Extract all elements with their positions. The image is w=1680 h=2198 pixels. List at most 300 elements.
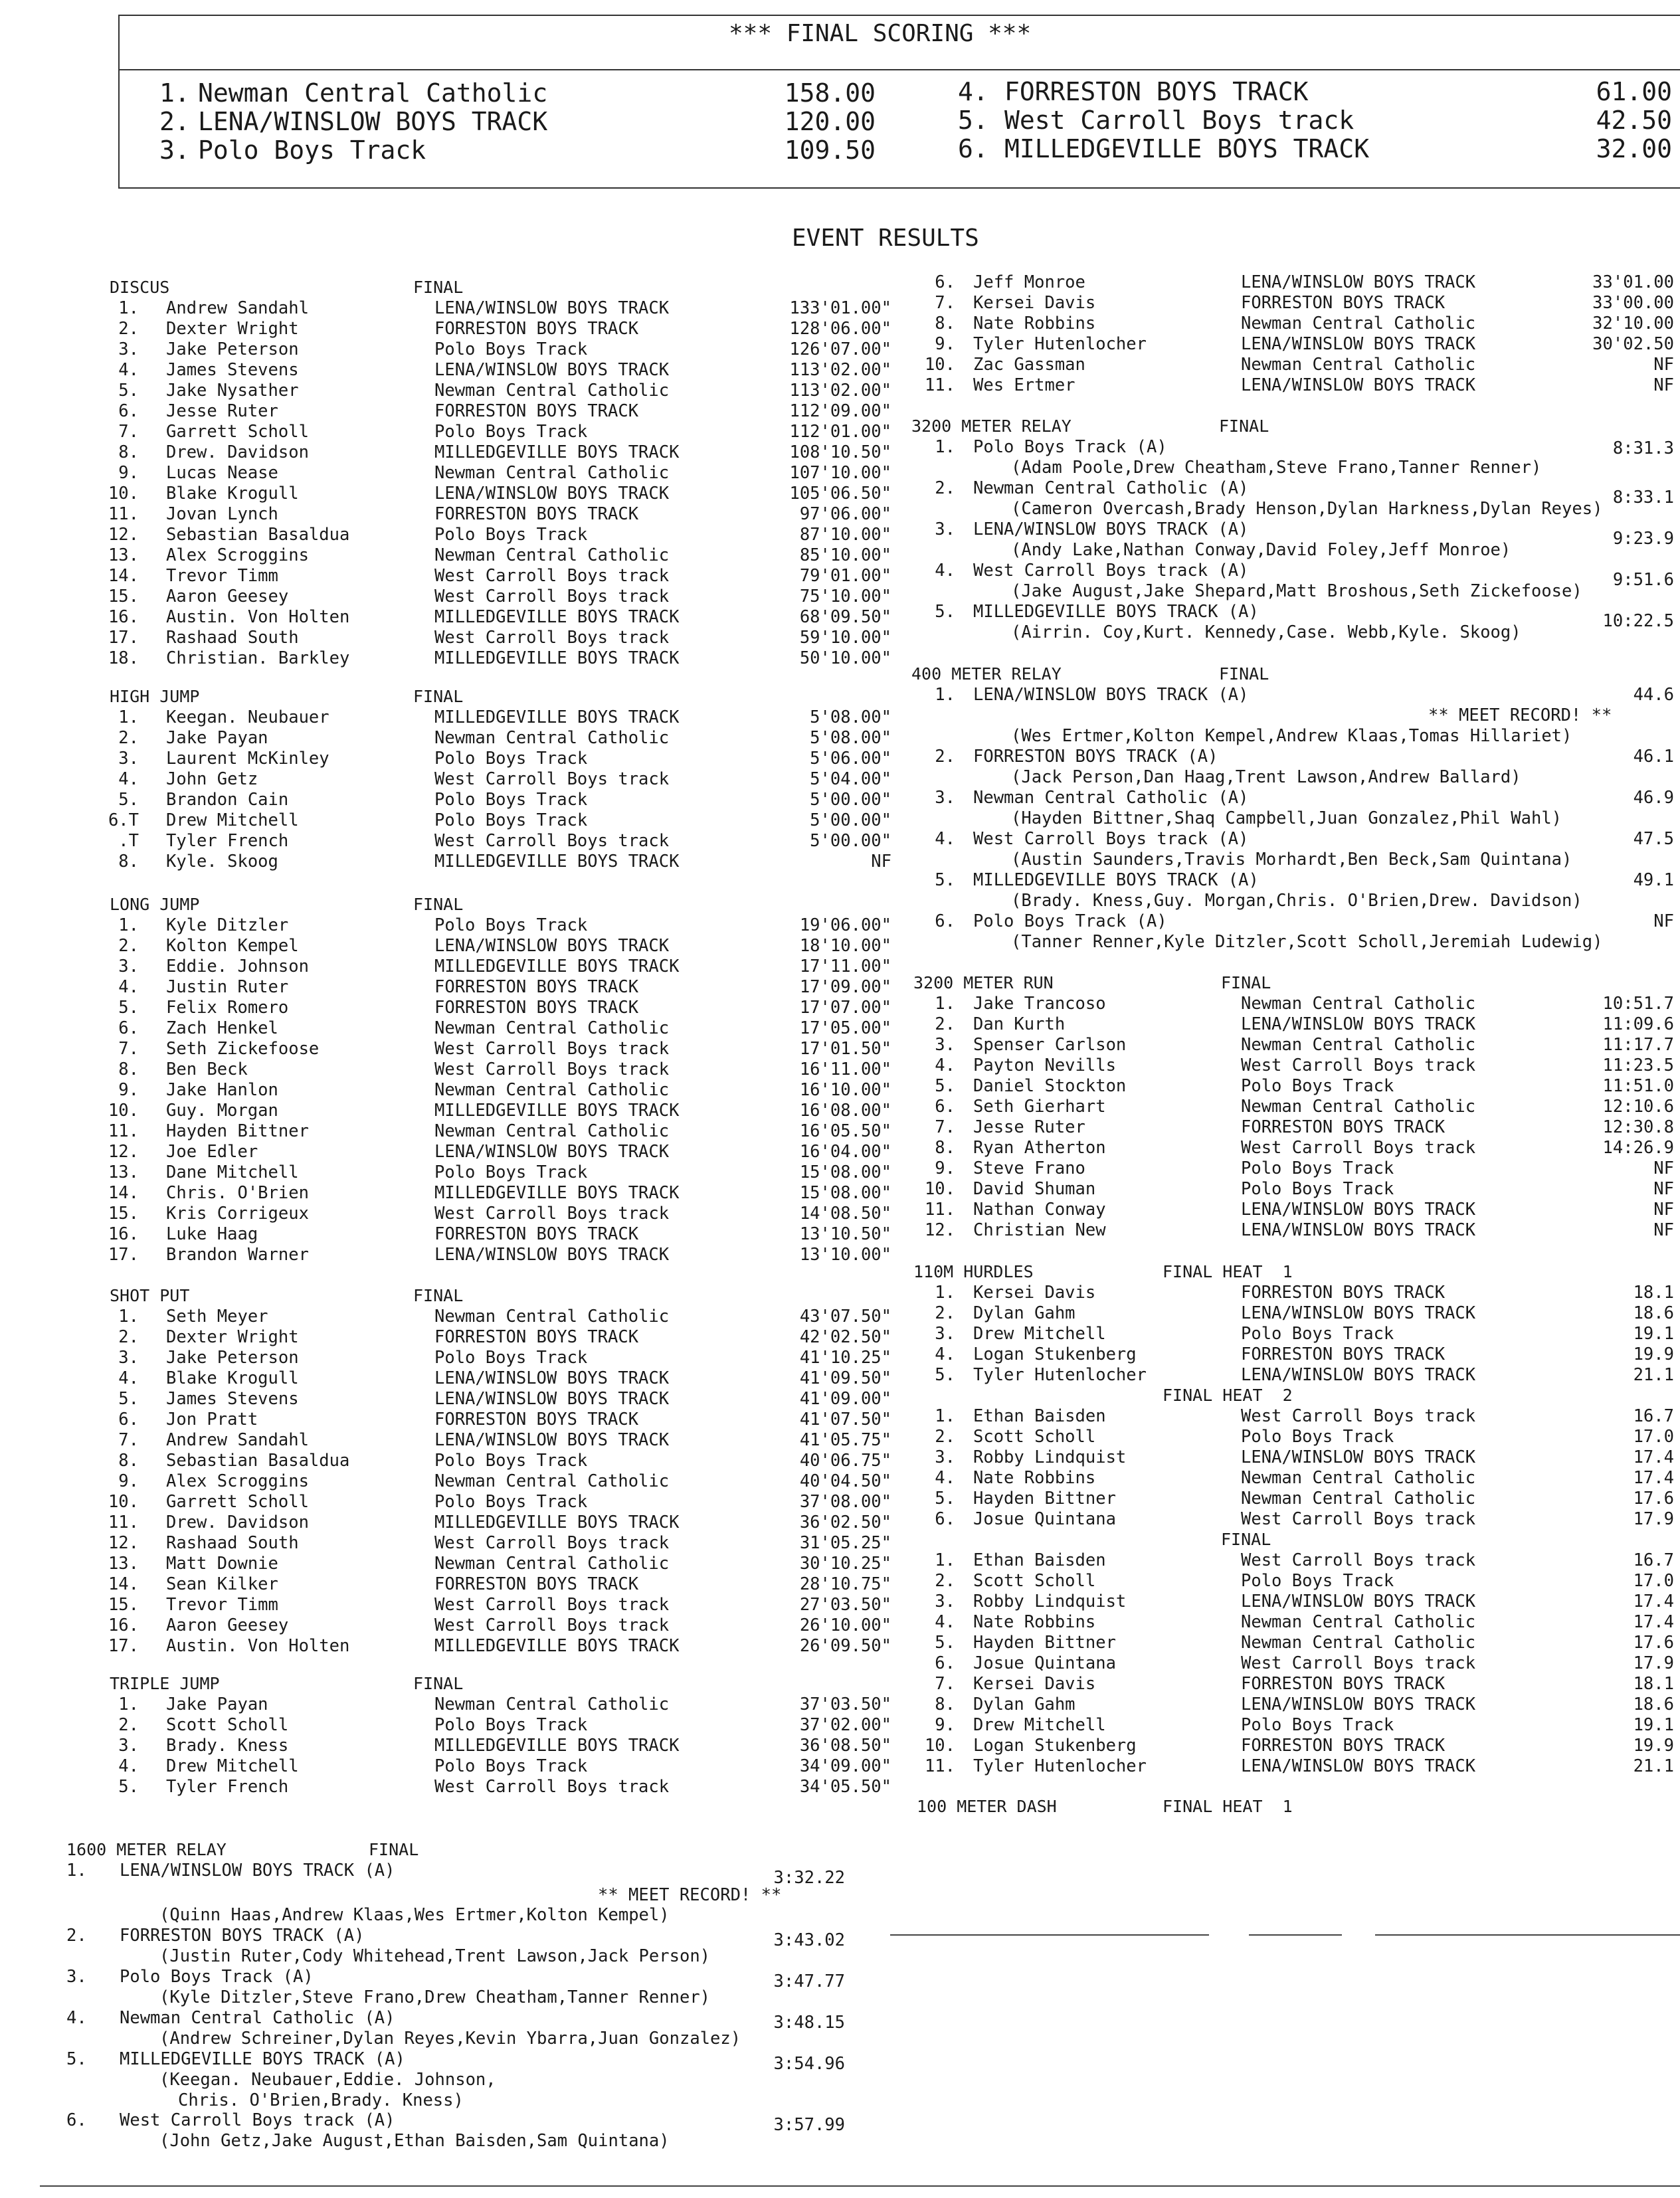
athlete-name: Luke Haag: [166, 1224, 258, 1244]
athlete-name: Eddie. Johnson: [166, 957, 309, 976]
team-name: FORRESTON BOYS TRACK: [434, 998, 639, 1018]
relay-place: 3.: [66, 1967, 87, 1987]
athlete-name: Jake Peterson: [166, 339, 299, 359]
result-place: 6.: [935, 1097, 955, 1117]
team-name: West Carroll Boys track: [434, 1059, 670, 1079]
team-name: Newman Central Catholic: [1241, 1633, 1476, 1653]
result-mark: 17.4: [1633, 1447, 1674, 1467]
team-name: LENA/WINSLOW BOYS TRACK: [434, 1430, 670, 1450]
team-name: LENA/WINSLOW BOYS TRACK: [1241, 375, 1476, 395]
athlete-name: Tyler Hutenlocher: [973, 1756, 1147, 1776]
team-name: Polo Boys Track: [434, 1451, 588, 1471]
team-name: Polo Boys Track: [434, 810, 588, 830]
score-place: 2.: [159, 107, 190, 136]
result-mark: 17.4: [1633, 1468, 1674, 1488]
event-round: FINAL: [1221, 973, 1271, 992]
athlete-name: Drew. Davidson: [166, 442, 309, 462]
team-name: FORRESTON BOYS TRACK: [434, 1574, 639, 1594]
result-place: 5.: [935, 1489, 955, 1509]
result-place: 7.: [935, 1117, 955, 1137]
athlete-name: Josue Quintana: [973, 1509, 1116, 1529]
relay-team: LENA/WINSLOW BOYS TRACK (A): [973, 519, 1249, 539]
result-mark: 16'05.50": [799, 1121, 891, 1141]
team-name: Newman Central Catholic: [434, 1018, 670, 1038]
result-mark: 34'05.50": [799, 1777, 891, 1797]
score-place: 4.: [958, 77, 988, 106]
team-name: West Carroll Boys track: [434, 1533, 670, 1553]
relay-team: Newman Central Catholic (A): [120, 2008, 395, 2028]
score-points: 32.00: [1596, 134, 1672, 163]
score-points: 61.00: [1596, 77, 1672, 106]
result-place: 3.: [118, 339, 139, 359]
athlete-name: Tyler French: [166, 831, 289, 851]
result-mark: 40'04.50": [799, 1471, 891, 1491]
relay-members: (Andrew Schreiner,Dylan Reyes,Kevin Ybarra,Juan Gonzalez): [159, 2029, 741, 2049]
athlete-name: Christian New: [973, 1220, 1106, 1240]
result-mark: 33'01.00: [1592, 272, 1674, 292]
result-mark: 50'10.00": [799, 648, 891, 668]
team-name: West Carroll Boys track: [434, 831, 670, 851]
team-name: FORRESTON BOYS TRACK: [434, 1410, 639, 1429]
team-name: MILLEDGEVILLE BOYS TRACK: [434, 852, 680, 871]
athlete-name: Matt Downie: [166, 1554, 278, 1574]
relay-place: 5.: [66, 2049, 87, 2069]
event-round: FINAL: [413, 1674, 464, 1693]
relay-place: 5.: [935, 870, 955, 890]
team-name: Newman Central Catholic: [1241, 355, 1476, 375]
relay-time: 3:57.99: [773, 2115, 845, 2135]
score-place: 1.: [159, 78, 190, 108]
result-place: 8.: [118, 852, 139, 871]
athlete-name: Logan Stukenberg: [973, 1344, 1137, 1364]
team-name: LENA/WINSLOW BOYS TRACK: [1241, 1592, 1476, 1611]
result-place: 10.: [924, 1736, 955, 1756]
relay-members: (Jake August,Jake Shepard,Matt Broshous,Seth Zickefoose): [1011, 581, 1582, 601]
athlete-name: Blake Krogull: [166, 484, 299, 504]
relay-members: (Austin Saunders,Travis Morhardt,Ben Beck,Sam Quintana): [1011, 850, 1572, 870]
team-name: Polo Boys Track: [434, 1162, 588, 1182]
result-place: 4.: [118, 1756, 139, 1776]
relay-place: 5.: [935, 602, 955, 622]
athlete-name: Andrew Sandahl: [166, 298, 309, 318]
event-round: FINAL: [413, 1286, 464, 1305]
result-place: 4.: [118, 977, 139, 997]
result-place: 6.: [118, 1018, 139, 1038]
result-place: 3.: [935, 1324, 955, 1344]
result-place: 7.: [118, 422, 139, 442]
result-mark: 19.1: [1633, 1324, 1674, 1344]
team-name: FORRESTON BOYS TRACK: [434, 1224, 639, 1244]
relay-members: (Cameron Overcash,Brady Henson,Dylan Harkness,Dylan Reyes): [1011, 499, 1603, 519]
event-name: SHOT PUT: [110, 1286, 190, 1305]
result-mark: 28'10.75": [799, 1574, 891, 1594]
team-name: MILLEDGEVILLE BOYS TRACK: [434, 1101, 680, 1121]
result-place: 1.: [935, 1406, 955, 1426]
team-name: LENA/WINSLOW BOYS TRACK: [434, 298, 670, 318]
result-mark: 27'03.50": [799, 1595, 891, 1615]
result-place: 1.: [118, 707, 139, 727]
score-team: LENA/WINSLOW BOYS TRACK: [198, 107, 548, 136]
result-place: 5.: [935, 1365, 955, 1385]
relay-time: 44.6: [1633, 685, 1674, 705]
result-place: 8.: [118, 1451, 139, 1471]
result-mark: 41'10.25": [799, 1348, 891, 1368]
result-mark: 37'03.50": [799, 1694, 891, 1714]
athlete-name: Drew Mitchell: [973, 1715, 1106, 1735]
result-place: 2.: [118, 319, 139, 339]
result-place: 16.: [108, 1615, 139, 1635]
result-place: 3.: [935, 1447, 955, 1467]
athlete-name: Kyle. Skoog: [166, 852, 278, 871]
event-name: 3200 METER RELAY: [911, 416, 1072, 436]
relay-members: (Brady. Kness,Guy. Morgan,Chris. O'Brien,Drew. Davidson): [1011, 891, 1582, 911]
meet-record-note: ** MEET RECORD! **: [598, 1885, 782, 1905]
relay-team: Polo Boys Track (A): [973, 911, 1167, 931]
result-place: 11.: [924, 1200, 955, 1220]
athlete-name: Seth Zickefoose: [166, 1039, 320, 1059]
team-name: MILLEDGEVILLE BOYS TRACK: [434, 1183, 680, 1203]
result-mark: 16'08.00": [799, 1101, 891, 1121]
athlete-name: Jesse Ruter: [973, 1117, 1085, 1137]
team-name: Polo Boys Track: [1241, 1076, 1394, 1096]
relay-place: 3.: [935, 519, 955, 539]
relay-members: (Keegan. Neubauer,Eddie. Johnson,: [159, 2070, 496, 2090]
team-name: FORRESTON BOYS TRACK: [1241, 293, 1446, 313]
team-name: West Carroll Boys track: [434, 587, 670, 606]
athlete-name: Jovan Lynch: [166, 504, 278, 524]
result-mark: 108'10.50": [789, 442, 891, 462]
result-place: 8.: [935, 1138, 955, 1158]
result-mark: 133'01.00": [789, 298, 891, 318]
relay-time: 3:32.22: [773, 1868, 845, 1888]
result-mark: 43'07.50": [799, 1307, 891, 1327]
result-mark: 19.1: [1633, 1715, 1674, 1735]
relay-team: MILLEDGEVILLE BOYS TRACK (A): [120, 2049, 405, 2069]
athlete-name: Hayden Bittner: [166, 1121, 309, 1141]
event-round: FINAL: [1219, 416, 1269, 436]
heat-label: FINAL HEAT 1: [1163, 1262, 1293, 1281]
result-place: 5.: [118, 381, 139, 401]
result-mark: NF: [1653, 1158, 1674, 1178]
team-name: Polo Boys Track: [434, 1756, 588, 1776]
team-name: Newman Central Catholic: [434, 1554, 670, 1574]
result-place: 11.: [924, 1756, 955, 1776]
athlete-name: Steve Frano: [973, 1158, 1085, 1178]
athlete-name: Ethan Baisden: [973, 1550, 1106, 1570]
result-place: 1.: [118, 1307, 139, 1327]
relay-members: (Tanner Renner,Kyle Ditzler,Scott Scholl,Jeremiah Ludewig): [1011, 932, 1603, 952]
athlete-name: Spenser Carlson: [973, 1035, 1127, 1055]
team-name: Newman Central Catholic: [434, 1471, 670, 1491]
relay-team: Newman Central Catholic (A): [973, 788, 1249, 808]
result-mark: 13'10.50": [799, 1224, 891, 1244]
team-name: West Carroll Boys track: [1241, 1138, 1476, 1158]
relay-members: (Kyle Ditzler,Steve Frano,Drew Cheatham,Tanner Renner): [159, 1987, 711, 2007]
team-name: MILLEDGEVILLE BOYS TRACK: [434, 648, 680, 668]
result-mark: 14'08.50": [799, 1204, 891, 1224]
result-mark: 19.9: [1633, 1736, 1674, 1756]
team-name: MILLEDGEVILLE BOYS TRACK: [434, 1636, 680, 1656]
result-mark: 75'10.00": [799, 587, 891, 606]
athlete-name: Brandon Warner: [166, 1245, 309, 1265]
result-place: 10.: [924, 1179, 955, 1199]
team-name: FORRESTON BOYS TRACK: [434, 504, 639, 524]
athlete-name: Drew. Davidson: [166, 1512, 309, 1532]
relay-time: 9:51.6: [1612, 570, 1674, 590]
athlete-name: Robby Lindquist: [973, 1592, 1127, 1611]
relay-time: 3:54.96: [773, 2054, 845, 2074]
heat-label: FINAL HEAT 1: [1163, 1797, 1293, 1816]
result-place: 4.: [118, 360, 139, 380]
result-mark: 26'10.00": [799, 1615, 891, 1635]
athlete-name: Keegan. Neubauer: [166, 707, 329, 727]
athlete-name: Brady. Kness: [166, 1736, 289, 1756]
result-mark: 42'02.50": [799, 1327, 891, 1347]
result-place: 12.: [924, 1220, 955, 1240]
team-name: LENA/WINSLOW BOYS TRACK: [434, 1389, 670, 1409]
athlete-name: Dane Mitchell: [166, 1162, 299, 1182]
result-place: 18.: [108, 648, 139, 668]
athlete-name: Aaron Geesey: [166, 1615, 289, 1635]
result-mark: 85'10.00": [799, 545, 891, 565]
athlete-name: Drew Mitchell: [166, 810, 299, 830]
athlete-name: Josue Quintana: [973, 1653, 1116, 1673]
event-results-title: EVENT RESULTS: [792, 225, 979, 252]
result-mark: NF: [1653, 1200, 1674, 1220]
athlete-name: Zac Gassman: [973, 355, 1085, 375]
relay-members: (Andy Lake,Nathan Conway,David Foley,Jeff Monroe): [1011, 540, 1511, 560]
team-name: Newman Central Catholic: [434, 545, 670, 565]
result-place: 14.: [108, 1183, 139, 1203]
result-place: 3.: [118, 1348, 139, 1368]
result-mark: 17.0: [1633, 1571, 1674, 1591]
event-name: 3200 METER RUN: [913, 973, 1054, 992]
event-name: HIGH JUMP: [110, 687, 200, 706]
team-name: Polo Boys Track: [434, 422, 588, 442]
result-place: 16.: [108, 607, 139, 627]
relay-time: 3:43.02: [773, 1930, 845, 1950]
team-name: West Carroll Boys track: [434, 1204, 670, 1224]
athlete-name: Robby Lindquist: [973, 1447, 1127, 1467]
athlete-name: Scott Scholl: [166, 1715, 289, 1735]
result-place: 2.: [935, 1014, 955, 1034]
result-place: 8.: [935, 314, 955, 333]
result-place: 1.: [935, 994, 955, 1014]
result-mark: 113'02.00": [789, 360, 891, 380]
result-mark: 11:51.0: [1602, 1076, 1674, 1096]
team-name: LENA/WINSLOW BOYS TRACK: [434, 1368, 670, 1388]
relay-place: 1.: [66, 1861, 87, 1880]
team-name: Polo Boys Track: [434, 1492, 588, 1512]
athlete-name: Joe Edler: [166, 1142, 258, 1162]
athlete-name: Ben Beck: [166, 1059, 248, 1079]
result-place: 2.: [935, 1303, 955, 1323]
result-mark: 31'05.25": [799, 1533, 891, 1553]
athlete-name: Jon Pratt: [166, 1410, 258, 1429]
result-mark: 17.6: [1633, 1489, 1674, 1509]
athlete-name: Tyler Hutenlocher: [973, 334, 1147, 354]
team-name: LENA/WINSLOW BOYS TRACK: [434, 1245, 670, 1265]
relay-members: (Jack Person,Dan Haag,Trent Lawson,Andrew Ballard): [1011, 767, 1521, 787]
result-mark: 97'06.00": [799, 504, 891, 524]
athlete-name: Nate Robbins: [973, 1468, 1096, 1488]
result-place: .T: [118, 831, 139, 851]
result-mark: NF: [871, 852, 891, 871]
team-name: LENA/WINSLOW BOYS TRACK: [1241, 1694, 1476, 1714]
result-place: 5.: [118, 1389, 139, 1409]
result-mark: 32'10.00: [1592, 314, 1674, 333]
result-place: 2.: [935, 1571, 955, 1591]
athlete-name: Hayden Bittner: [973, 1633, 1116, 1653]
result-mark: 17.6: [1633, 1633, 1674, 1653]
relay-time: 3:48.15: [773, 2013, 845, 2033]
relay-members: (Airrin. Coy,Kurt. Kennedy,Case. Webb,Kyle. Skoog): [1011, 622, 1521, 642]
result-place: 15.: [108, 587, 139, 606]
score-team: Polo Boys Track: [198, 136, 426, 165]
team-name: Polo Boys Track: [434, 525, 588, 545]
team-name: MILLEDGEVILLE BOYS TRACK: [434, 957, 680, 976]
relay-time: 47.5: [1633, 829, 1674, 849]
bottom-rule-line: [40, 2185, 1680, 2187]
result-place: 3.: [118, 749, 139, 769]
relay-place: 1.: [935, 685, 955, 705]
team-name: Newman Central Catholic: [1241, 1097, 1476, 1117]
athlete-name: Scott Scholl: [973, 1427, 1096, 1447]
result-place: 13.: [108, 545, 139, 565]
result-mark: 19'06.00": [799, 915, 891, 935]
team-name: Polo Boys Track: [434, 915, 588, 935]
relay-team: MILLEDGEVILLE BOYS TRACK (A): [973, 870, 1259, 890]
result-place: 2.: [118, 1715, 139, 1735]
result-mark: NF: [1653, 375, 1674, 395]
team-name: Polo Boys Track: [1241, 1571, 1394, 1591]
athlete-name: David Shuman: [973, 1179, 1096, 1199]
athlete-name: Dan Kurth: [973, 1014, 1066, 1034]
team-name: Polo Boys Track: [1241, 1427, 1394, 1447]
result-place: 5.: [935, 1633, 955, 1653]
result-place: 5.: [118, 1777, 139, 1797]
relay-place: 2.: [935, 478, 955, 498]
athlete-name: Kyle Ditzler: [166, 915, 289, 935]
team-name: Polo Boys Track: [1241, 1158, 1394, 1178]
result-mark: 59'10.00": [799, 628, 891, 648]
team-name: Newman Central Catholic: [434, 1080, 670, 1100]
athlete-name: Tyler Hutenlocher: [973, 1365, 1147, 1385]
team-name: Polo Boys Track: [434, 339, 588, 359]
result-place: 15.: [108, 1595, 139, 1615]
athlete-name: Andrew Sandahl: [166, 1430, 309, 1450]
result-place: 12.: [108, 1142, 139, 1162]
relay-place: 6.: [935, 911, 955, 931]
result-mark: 128'06.00": [789, 319, 891, 339]
team-name: MILLEDGEVILLE BOYS TRACK: [434, 1512, 680, 1532]
score-points: 42.50: [1596, 106, 1672, 135]
result-place: 8.: [935, 1694, 955, 1714]
result-mark: 41'09.00": [799, 1389, 891, 1409]
athlete-name: Christian. Barkley: [166, 648, 350, 668]
athlete-name: Chris. O'Brien: [166, 1183, 309, 1203]
result-mark: 5'00.00": [810, 810, 891, 830]
result-mark: 21.1: [1633, 1365, 1674, 1385]
athlete-name: Seth Gierhart: [973, 1097, 1106, 1117]
athlete-name: Trevor Timm: [166, 566, 278, 586]
relay-team: Newman Central Catholic (A): [973, 478, 1249, 498]
relay-members: (Justin Ruter,Cody Whitehead,Trent Lawson,Jack Person): [159, 1946, 711, 1966]
result-mark: 16'11.00": [799, 1059, 891, 1079]
result-mark: 5'06.00": [810, 749, 891, 769]
result-place: 3.: [118, 957, 139, 976]
team-name: LENA/WINSLOW BOYS TRACK: [1241, 334, 1476, 354]
event-round: FINAL: [413, 687, 464, 706]
athlete-name: Nate Robbins: [973, 314, 1096, 333]
result-place: 11.: [108, 504, 139, 524]
athlete-name: Alex Scroggins: [166, 545, 309, 565]
result-mark: 41'05.75": [799, 1430, 891, 1450]
result-place: 4.: [935, 1468, 955, 1488]
result-place: 9.: [935, 334, 955, 354]
result-mark: 21.1: [1633, 1756, 1674, 1776]
result-mark: 13'10.00": [799, 1245, 891, 1265]
result-mark: 11:17.7: [1602, 1035, 1674, 1055]
team-name: Newman Central Catholic: [1241, 1468, 1476, 1488]
result-place: 6.: [935, 1653, 955, 1673]
athlete-name: Dylan Gahm: [973, 1303, 1075, 1323]
team-name: MILLEDGEVILLE BOYS TRACK: [434, 707, 680, 727]
result-place: 17.: [108, 1636, 139, 1656]
athlete-name: Jake Payan: [166, 1694, 268, 1714]
athlete-name: Nathan Conway: [973, 1200, 1106, 1220]
result-place: 9.: [118, 1080, 139, 1100]
athlete-name: Sean Kilker: [166, 1574, 278, 1594]
result-place: 17.: [108, 628, 139, 648]
relay-place: 6.: [66, 2110, 87, 2130]
athlete-name: Jake Peterson: [166, 1348, 299, 1368]
team-name: MILLEDGEVILLE BOYS TRACK: [434, 607, 680, 627]
relay-place: 2.: [66, 1926, 87, 1946]
team-name: West Carroll Boys track: [1241, 1653, 1476, 1673]
team-name: LENA/WINSLOW BOYS TRACK: [434, 484, 670, 504]
result-mark: 12:10.6: [1602, 1097, 1674, 1117]
team-name: LENA/WINSLOW BOYS TRACK: [1241, 1303, 1476, 1323]
score-points: 109.50: [784, 136, 876, 165]
athlete-name: Rashaad South: [166, 628, 299, 648]
result-mark: 11:23.5: [1602, 1055, 1674, 1075]
athlete-name: Rashaad South: [166, 1533, 299, 1553]
result-mark: 17'05.00": [799, 1018, 891, 1038]
event-name: LONG JUMP: [110, 895, 200, 914]
result-place: 15.: [108, 1204, 139, 1224]
event-round: FINAL: [1219, 664, 1269, 684]
result-place: 1.: [935, 1283, 955, 1303]
result-mark: 17.4: [1633, 1612, 1674, 1632]
result-place: 13.: [108, 1554, 139, 1574]
result-mark: 17'11.00": [799, 957, 891, 976]
athlete-name: Blake Krogull: [166, 1368, 299, 1388]
result-place: 10.: [108, 1101, 139, 1121]
athlete-name: Daniel Stockton: [973, 1076, 1127, 1096]
team-name: Newman Central Catholic: [1241, 1035, 1476, 1055]
athlete-name: Sebastian Basaldua: [166, 1451, 350, 1471]
result-place: 2.: [118, 1327, 139, 1347]
result-mark: 5'04.00": [810, 769, 891, 789]
result-place: 11.: [108, 1512, 139, 1532]
result-mark: 19.9: [1633, 1344, 1674, 1364]
athlete-name: Kolton Kempel: [166, 936, 299, 956]
team-name: Newman Central Catholic: [434, 1307, 670, 1327]
team-name: West Carroll Boys track: [434, 1039, 670, 1059]
relay-place: 2.: [935, 747, 955, 767]
team-name: Newman Central Catholic: [434, 381, 670, 401]
